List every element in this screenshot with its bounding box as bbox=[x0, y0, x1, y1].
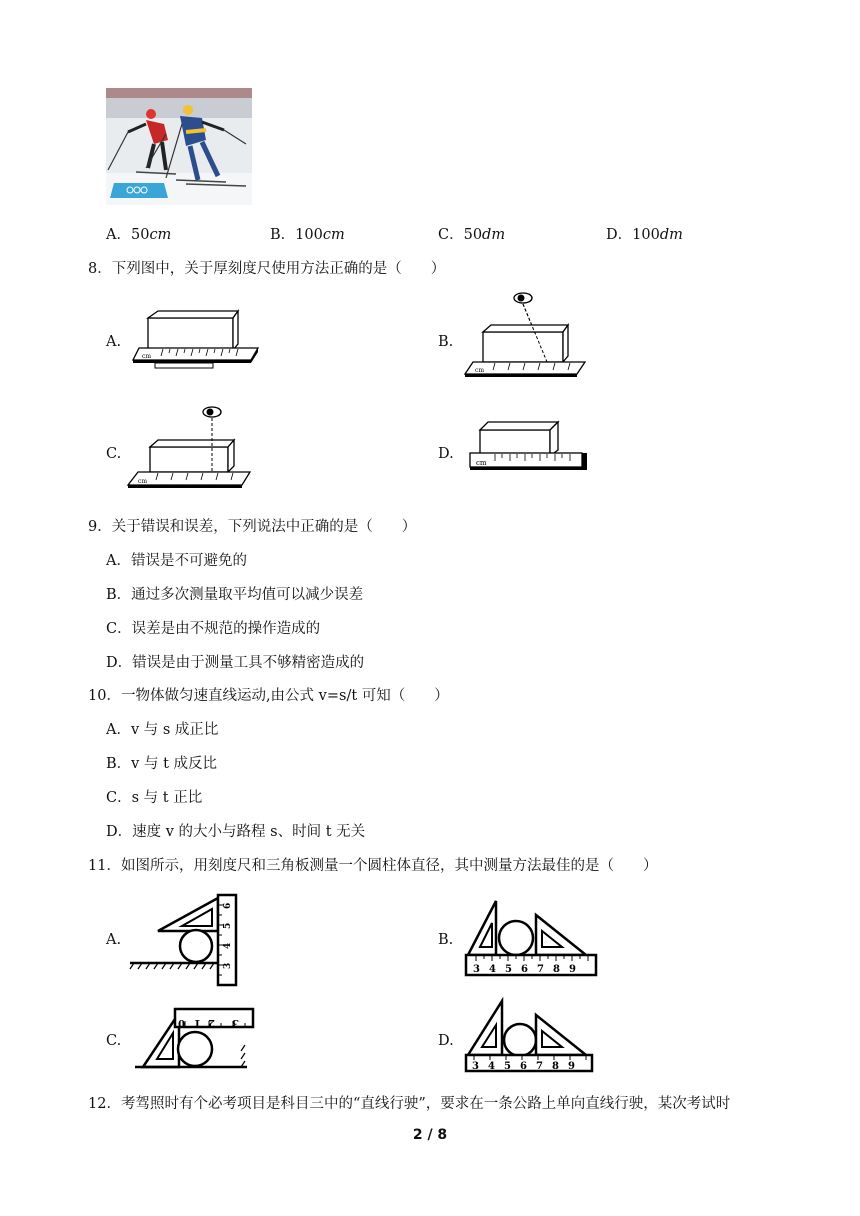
q11-a-tick: 3 bbox=[223, 962, 233, 969]
q10-option-a: A．v 与 s 成正比 bbox=[106, 722, 219, 738]
page-number: 2 / 8 bbox=[412, 1127, 448, 1143]
q8-label-c: C. bbox=[106, 446, 122, 462]
eye-icon bbox=[514, 293, 532, 303]
q11-d-tick: 4 bbox=[488, 1061, 495, 1072]
q11-b-tick: 6 bbox=[521, 964, 528, 975]
q10-option-b: B．v 与 t 成反比 bbox=[106, 756, 218, 772]
q11-a-tick: 4 bbox=[223, 942, 233, 949]
q11-figure-b bbox=[464, 895, 604, 985]
q8-label-a: A. bbox=[106, 334, 122, 350]
q11-label-a: A. bbox=[106, 932, 122, 948]
q11-figure-a bbox=[130, 893, 250, 988]
question-9-stem: 9．关于错误和误差，下列说法中正确的是（ ） bbox=[88, 519, 417, 535]
q11-b-tick: 5 bbox=[505, 964, 512, 975]
q8-figure-b bbox=[465, 290, 595, 385]
q11-b-tick: 8 bbox=[553, 964, 560, 975]
q8-label-d: D. bbox=[438, 446, 454, 462]
q11-d-tick: 8 bbox=[552, 1061, 559, 1072]
q8-label-b: B. bbox=[438, 334, 454, 350]
q11-c-tick: 1 bbox=[194, 1017, 201, 1028]
q11-label-c: C. bbox=[106, 1033, 122, 1049]
q11-d-tick: 7 bbox=[536, 1061, 543, 1072]
q8-b-unit: cm bbox=[475, 367, 485, 374]
q8-figure-c bbox=[128, 402, 258, 497]
q8-a-unit: cm bbox=[142, 353, 152, 360]
eye-icon bbox=[203, 407, 221, 417]
question-10-stem: 10．一物体做匀速直线运动,由公式 v=s/t 可知（ ） bbox=[88, 688, 449, 704]
q11-d-tick: 6 bbox=[520, 1061, 527, 1072]
q11-figure-c bbox=[135, 1005, 265, 1085]
question-11-stem: 11．如图所示，用刻度尺和三角板测量一个圆柱体直径，其中测量方法最佳的是（ ） bbox=[88, 858, 658, 874]
q8-d-unit: cm bbox=[476, 459, 487, 467]
q11-label-b: B. bbox=[438, 932, 454, 948]
q8-figure-d bbox=[470, 420, 600, 480]
q11-figure-d bbox=[462, 995, 602, 1085]
q8-figure-a bbox=[133, 310, 263, 370]
option-a: A．50cm bbox=[106, 227, 172, 243]
option-c: C．50dm bbox=[438, 227, 506, 243]
q11-b-tick: 9 bbox=[569, 964, 576, 975]
q11-d-tick: 5 bbox=[504, 1061, 511, 1072]
q11-a-tick: 5 bbox=[223, 922, 233, 929]
q11-c-tick: 2 bbox=[208, 1017, 215, 1028]
q11-b-tick: 7 bbox=[537, 964, 544, 975]
q10-option-c: C．s 与 t 正比 bbox=[106, 790, 203, 806]
q11-c-tick: 0 bbox=[178, 1017, 185, 1028]
q11-d-tick: 9 bbox=[568, 1061, 575, 1072]
question-8-stem: 8．下列图中，关于厚刻度尺使用方法正确的是（ ） bbox=[88, 261, 446, 277]
option-b: B．100cm bbox=[270, 227, 345, 243]
q11-a-tick: 6 bbox=[223, 902, 233, 909]
q9-option-a: A．错误是不可避免的 bbox=[106, 553, 247, 569]
q9-option-c: C．误差是由不规范的操作造成的 bbox=[106, 621, 321, 637]
q11-d-tick: 3 bbox=[472, 1061, 479, 1072]
q8-c-unit: cm bbox=[138, 478, 148, 485]
q11-label-d: D. bbox=[438, 1033, 454, 1049]
q11-b-tick: 4 bbox=[489, 964, 496, 975]
skiers-photo bbox=[106, 88, 252, 205]
q11-b-tick: 3 bbox=[473, 964, 480, 975]
option-d: D．100dm bbox=[606, 227, 683, 243]
question-12-stem: 12．考驾照时有个必考项目是科目三中的“直线行驶”，要求在一条公路上单向直线行驶，某次考试时 bbox=[88, 1096, 731, 1112]
q10-option-d: D．速度 v 的大小与路程 s、时间 t 无关 bbox=[106, 824, 366, 840]
q11-c-tick: 3 bbox=[232, 1017, 239, 1028]
q9-option-d: D．错误是由于测量工具不够精密造成的 bbox=[106, 655, 365, 671]
q9-option-b: B．通过多次测量取平均值可以减少误差 bbox=[106, 587, 364, 603]
